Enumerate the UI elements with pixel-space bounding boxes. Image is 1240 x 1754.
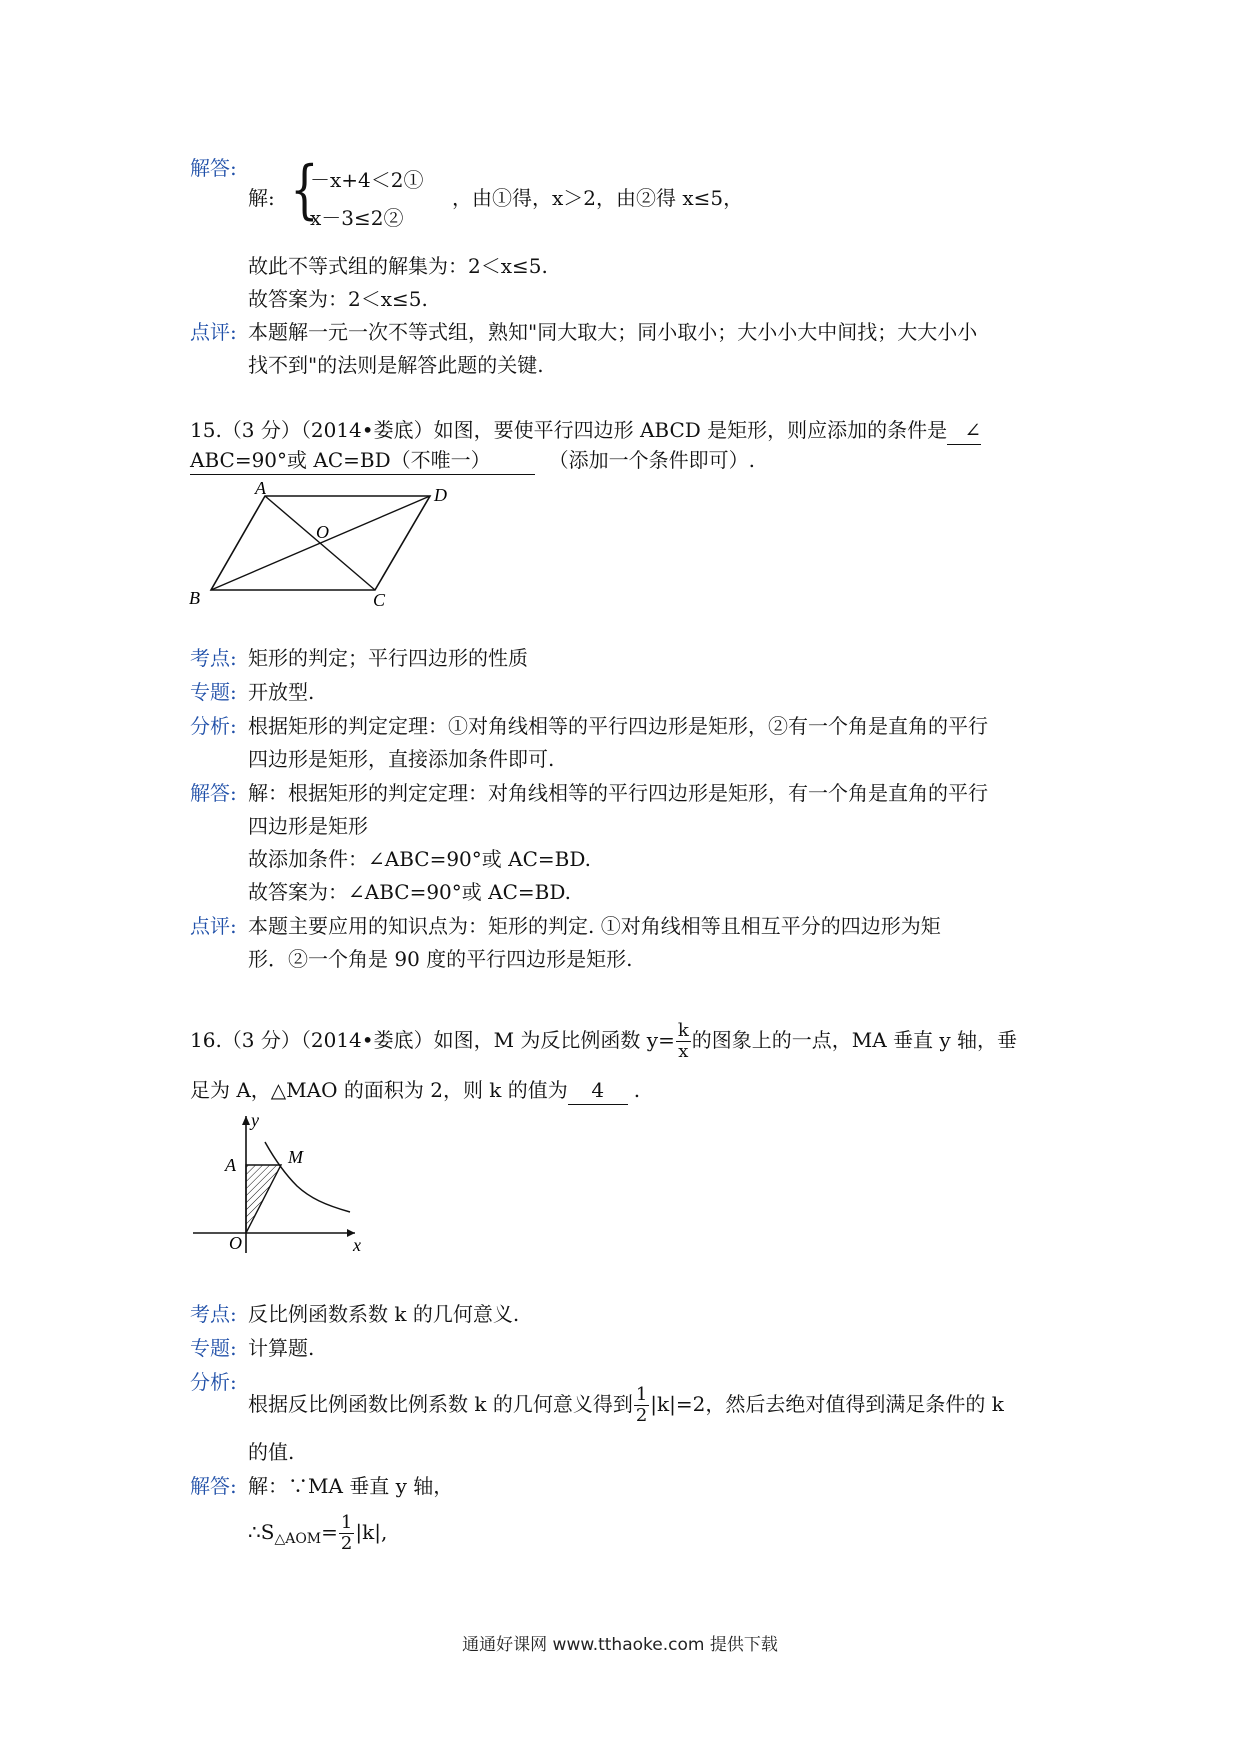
answer-line-2 — [248, 1510, 387, 1554]
diagonal-bd — [211, 496, 430, 590]
point-label: 考点: — [190, 1302, 237, 1326]
abs-k-text: |k|, — [355, 1520, 388, 1544]
answer-line-1: 解：∵MA 垂直 y 轴， — [248, 1474, 454, 1498]
label-a: A — [255, 480, 266, 498]
label-y: y — [251, 1110, 259, 1130]
analysis-line-2: 四边形是矩形，直接添加条件即可. — [248, 747, 555, 771]
label-c: C — [373, 590, 386, 610]
analysis-line-1: 根据矩形的判定定理：①对角线相等的平行四边形是矩形，②有一个角是直角的平行 — [248, 714, 988, 738]
analysis-line-1 — [248, 1382, 1004, 1426]
inequality-2: x－3≤2② — [310, 206, 404, 230]
q15-answer-blank-2: ABC=90°或 AC=BD（不唯一） — [190, 446, 535, 475]
comment-label: 点评: — [190, 914, 237, 938]
q16-stem-line-2 — [190, 1076, 640, 1105]
comment-line-1: 本题主要应用的知识点为：矩形的判定. ①对角线相等且相互平分的四边形为矩 — [248, 914, 941, 938]
topic-text: 计算题. — [248, 1336, 315, 1360]
y-axis-arrow-icon — [242, 1116, 250, 1125]
answer-line: 故答案为：2＜x≤5. — [248, 287, 428, 311]
fraction-k-over-x — [676, 1021, 691, 1062]
answer-line-3: 故添加条件：∠ABC=90°或 AC=BD. — [248, 847, 592, 871]
triangle-mao — [246, 1165, 281, 1233]
fraction-one-half — [634, 1385, 649, 1426]
solution-set: 故此不等式组的解集为：2＜x≤5. — [248, 254, 548, 278]
comment-line-2: 形．②一个角是 90 度的平行四边形是矩形. — [248, 947, 633, 971]
equals-sign: = — [321, 1520, 338, 1544]
point-label: 考点: — [190, 646, 237, 670]
label-x: x — [353, 1235, 361, 1255]
analysis-line-2: 的值. — [248, 1440, 295, 1464]
answer-line-1: 解：根据矩形的判定定理：对角线相等的平行四边形是矩形，有一个角是直角的平行 — [248, 781, 988, 805]
frac-numerator: 1 — [635, 1384, 648, 1405]
hyperbola-figure — [185, 1108, 375, 1258]
frac-numerator: k — [677, 1020, 689, 1041]
analysis-prefix: 根据反比例函数比例系数 k 的几何意义得到 — [248, 1392, 633, 1416]
topic-label: 专题: — [190, 1336, 237, 1360]
q15-stem-line-2 — [190, 446, 755, 475]
system-brace: { — [290, 153, 319, 227]
q15-stem-line-1 — [190, 416, 981, 445]
page-footer: 通通好课网 www.tthaoke.com 提供下载 — [462, 1635, 778, 1655]
answer-label: 解答: — [190, 156, 237, 180]
q16-stem-end: . — [633, 1078, 641, 1102]
q16-stem-line2-prefix: 足为 A，△MAO 的面积为 2，则 k 的值为 — [190, 1078, 568, 1102]
label-b: B — [189, 588, 200, 608]
label-a: A — [225, 1155, 236, 1175]
q15-answer-blank-1: ∠ — [947, 416, 981, 445]
answer-line-2: 四边形是矩形 — [248, 814, 368, 838]
inequality-1: －x+4＜2① — [310, 168, 424, 192]
answer-line-4: 故答案为：∠ABC=90°或 AC=BD. — [248, 880, 572, 904]
analysis-label: 分析: — [190, 714, 237, 738]
point-text: 矩形的判定；平行四边形的性质 — [248, 646, 528, 670]
frac-denominator: 2 — [635, 1405, 648, 1426]
area-subscript: △AOM — [274, 1531, 322, 1547]
frac-denominator: 2 — [340, 1533, 353, 1554]
point-text: 反比例函数系数 k 的几何意义. — [248, 1302, 520, 1326]
frac-denominator: x — [678, 1041, 689, 1062]
topic-label: 专题: — [190, 680, 237, 704]
label-d: D — [434, 485, 447, 505]
q15-stem-suffix: （添加一个条件即可）. — [548, 448, 755, 472]
comment-line-2: 找不到"的法则是解答此题的关键. — [248, 353, 544, 377]
hyperbola-curve — [265, 1142, 350, 1212]
comment-line-1: 本题解一元一次不等式组，熟知"同大取大；同小取小；大小小大中间找；大大小小 — [248, 320, 978, 344]
q16-stem-line-1 — [190, 1018, 1017, 1062]
comment-label: 点评: — [190, 320, 237, 344]
topic-text: 开放型. — [248, 680, 315, 704]
label-o: O — [229, 1233, 242, 1253]
q16-stem-suffix: 的图象上的一点，MA 垂直 y 轴，垂 — [691, 1028, 1018, 1052]
area-symbol: ∴S — [248, 1520, 275, 1544]
analysis-label: 分析: — [190, 1370, 237, 1394]
solve-prefix: 解: — [248, 186, 275, 210]
fraction-one-half — [339, 1513, 354, 1554]
parallelogram-figure — [185, 480, 455, 610]
label-m: M — [288, 1147, 303, 1167]
analysis-mid: |k|=2，然后去绝对值得到满足条件的 k — [650, 1392, 1004, 1416]
q16-answer-blank: 4 — [568, 1076, 628, 1105]
q15-stem-prefix: 15.（3 分）（2014•娄底）如图，要使平行四边形 ABCD 是矩形，则应添加的条件是 — [190, 418, 948, 442]
q16-stem-prefix: 16.（3 分）（2014•娄底）如图，M 为反比例函数 y= — [190, 1028, 675, 1052]
answer-label: 解答: — [190, 781, 237, 805]
answer-label: 解答: — [190, 1474, 237, 1498]
label-o: O — [316, 522, 329, 542]
frac-numerator: 1 — [340, 1512, 353, 1533]
solve-rest: ，由①得，x＞2，由②得 x≤5， — [452, 186, 744, 210]
